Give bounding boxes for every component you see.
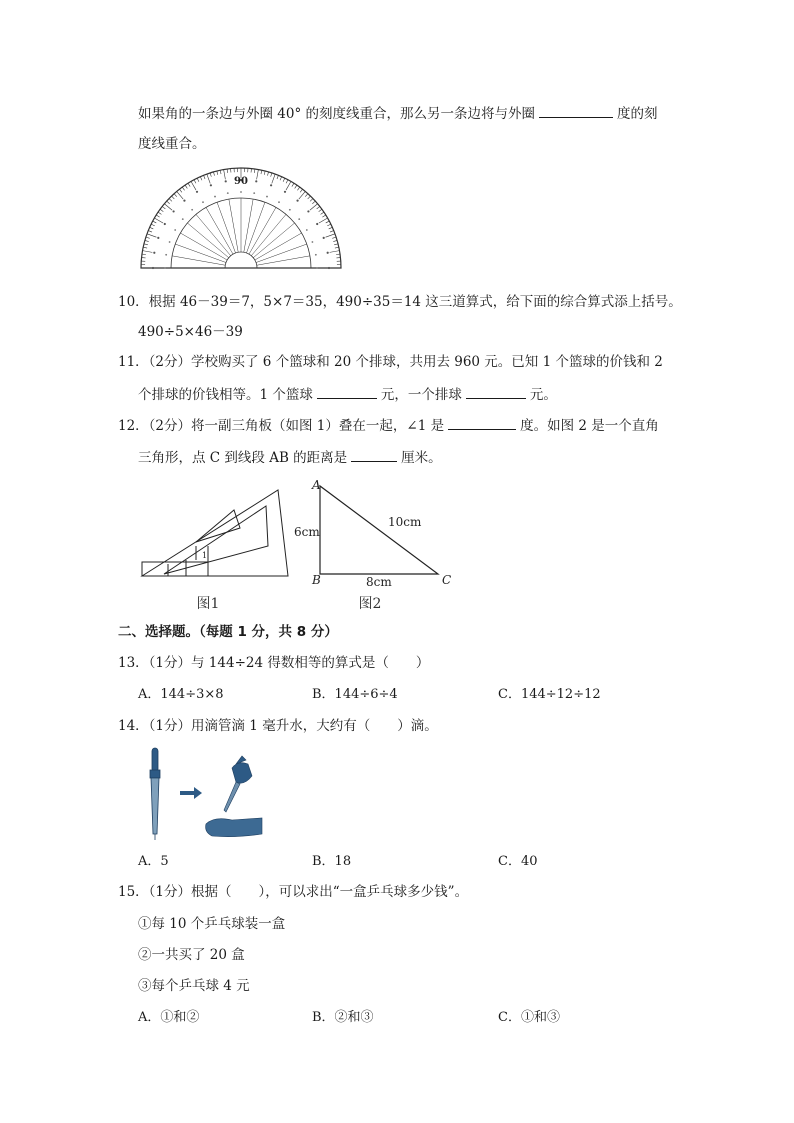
q11-text-b: 元，一个排球 <box>380 387 462 403</box>
q14-option-b[interactable]: B．18 <box>312 854 352 869</box>
q15-option-b[interactable]: B．②和③ <box>312 1010 374 1025</box>
q11-volleyball-blank[interactable] <box>466 383 526 399</box>
q11-line1: 11．（2分）学校购买了 6 个篮球和 20 个排球，共用去 960 元。已知 1 个篮球的价钱和 2 <box>118 354 663 370</box>
q13-option-c[interactable]: C．144÷12÷12 <box>498 687 601 702</box>
figure1-angle-label: 1 <box>202 551 208 560</box>
q14-stem: 14．（1分）用滴管滴 1 毫升水，大约有（ ）滴。 <box>118 718 438 734</box>
q10-expression: 490÷5×46－39 <box>138 324 243 340</box>
vertex-a-label: A <box>312 478 321 492</box>
q10-stem: 10．根据 46－39＝7，5×7＝35，490÷35＝14 这三道算式，给下面的综合算式添上括号。 <box>118 294 682 310</box>
figure1-caption: 图1 <box>196 596 220 612</box>
q9-text-b: 度的刻 <box>617 106 658 122</box>
q14-option-a[interactable]: A．5 <box>138 854 169 869</box>
q9-answer-blank[interactable] <box>539 102 613 118</box>
side-bc-label: 8cm <box>366 575 392 589</box>
q11-line2 <box>138 383 557 405</box>
q9-text-a: 如果角的一条边与外圈 40° 的刻度线重合，那么另一条边将与外圈 <box>138 106 536 122</box>
q13-option-a[interactable]: A．144÷3×8 <box>138 687 224 702</box>
vertex-b-label: B <box>312 573 321 587</box>
q12-line2 <box>138 446 442 468</box>
q13-option-b[interactable]: B．144÷6÷4 <box>312 687 398 702</box>
side-ab-label: 6cm <box>294 525 320 539</box>
q12-text-b: 度。如图 2 是一个直角 <box>520 418 659 434</box>
side-ac-label: 10cm <box>388 515 422 529</box>
q11-text-a: 个排球的价钱相等。1 个篮球 <box>138 387 313 403</box>
q14-option-c[interactable]: C．40 <box>498 854 538 869</box>
vertex-c-label: C <box>442 573 452 587</box>
q15-condition-3: ③每个乒乓球 4 元 <box>138 978 250 994</box>
q12-line1 <box>118 414 659 436</box>
q12-text-d: 厘米。 <box>401 450 442 466</box>
q12-text-c: 三角形，点 C 到线段 AB 的距离是 <box>138 450 348 466</box>
figure2-caption: 图2 <box>358 596 382 612</box>
protractor-90-label: 90 <box>234 176 248 187</box>
q15-option-c[interactable]: C．①和③ <box>498 1010 560 1025</box>
q15-condition-1: ①每 10 个乒乓球装一盒 <box>138 916 286 932</box>
q15-condition-2: ②一共买了 20 盒 <box>138 947 245 963</box>
dropper-illustration <box>140 746 270 842</box>
figure2-right-triangle <box>290 476 460 612</box>
q12-distance-blank[interactable] <box>351 446 397 462</box>
q11-text-c: 元。 <box>529 387 557 403</box>
q15-stem: 15．（1分）根据（ ），可以求出“一盒乒乓球多少钱”。 <box>118 884 469 900</box>
figure1-set-squares <box>138 484 298 612</box>
section2-title: 二、选择题。（每题 1 分，共 8 分） <box>118 624 338 640</box>
q9-line2: 度线重合。 <box>138 136 206 152</box>
q13-stem: 13．（1分）与 144÷24 得数相等的算式是（ ） <box>118 655 430 671</box>
q9-line1 <box>138 102 658 124</box>
q11-basketball-blank[interactable] <box>317 383 377 399</box>
q12-text-a: 12．（2分）将一副三角板（如图 1）叠在一起，∠1 是 <box>118 418 445 434</box>
q15-option-a[interactable]: A．①和② <box>138 1010 200 1025</box>
protractor-figure <box>136 160 346 272</box>
q12-angle-blank[interactable] <box>448 414 516 430</box>
